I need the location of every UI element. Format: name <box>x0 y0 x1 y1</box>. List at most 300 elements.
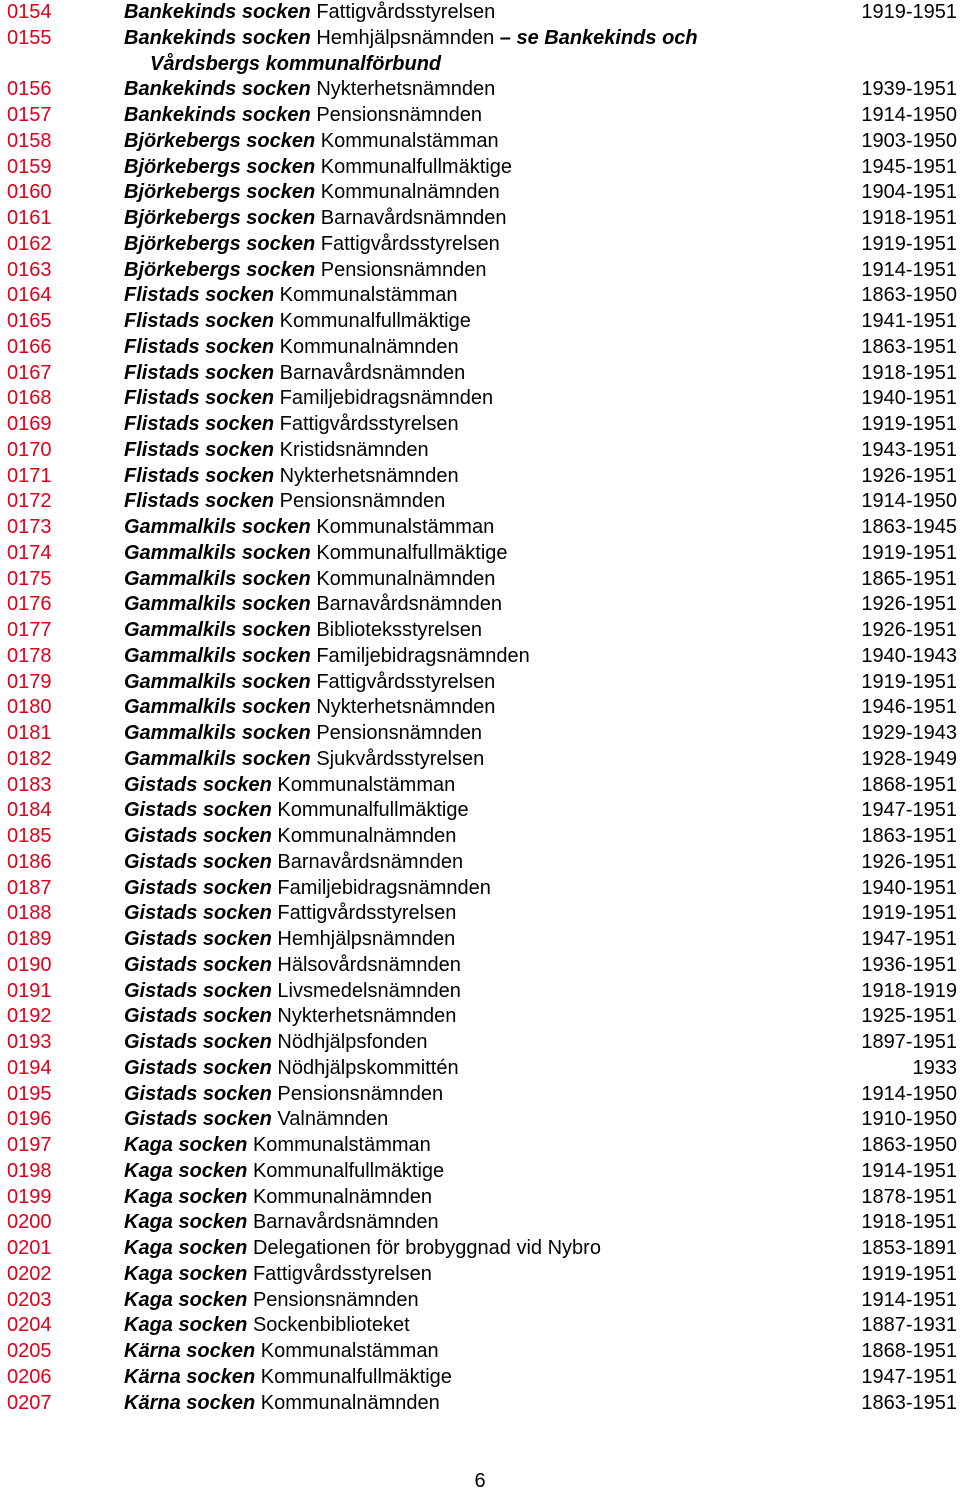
entry-number: 0182 <box>7 747 52 770</box>
entry-number: 0174 <box>7 541 52 564</box>
entry-number: 0197 <box>7 1134 52 1156</box>
entry-parish <box>124 1133 431 1159</box>
entry-number: 0195 <box>7 1082 52 1105</box>
entry-number: 0164 <box>7 284 52 307</box>
entry-parish <box>124 438 429 464</box>
entry-body: Kommunalnämnden <box>277 825 457 847</box>
entry-years: 1914-1951 <box>861 258 957 281</box>
entry-parish <box>124 386 493 412</box>
entry-years: 1919-1951 <box>861 413 957 435</box>
parish-name: Bankekinds socken <box>124 26 311 49</box>
entry-body: Fattigvårdsstyrelsen <box>320 232 500 255</box>
list-item <box>0 1056 960 1082</box>
parish-name: Gistads socken <box>124 1005 272 1028</box>
entry-years: 1928-1949 <box>861 747 957 770</box>
entry-body: Fattigvårdsstyrelsen <box>252 1262 432 1285</box>
parish-name: Gammalkils socken <box>124 593 311 616</box>
entry-parish <box>124 1262 432 1288</box>
parish-name: Gammalkils socken <box>124 541 311 564</box>
list-item <box>0 1210 960 1236</box>
list-item <box>0 232 960 258</box>
parish-name: Flistads socken <box>124 310 275 332</box>
list-item <box>0 129 960 155</box>
entry-parish <box>124 1082 443 1108</box>
entry-body: Kommunalstämman <box>260 1340 439 1362</box>
entry-parish <box>124 1004 456 1030</box>
entry-years: 1926-1951 <box>861 464 957 487</box>
list-item <box>0 747 960 773</box>
entry-number: 0184 <box>7 799 52 822</box>
cross-reference-continuation: Vårdsbergs kommunalförbund <box>150 52 442 75</box>
entry-years: 1940-1951 <box>861 876 957 899</box>
parish-name: Gammalkils socken <box>124 619 311 641</box>
entry-parish <box>124 1236 601 1262</box>
entry-number: 0189 <box>7 928 52 950</box>
parish-name: Gistads socken <box>124 1108 272 1131</box>
parish-name: Gistads socken <box>124 799 272 822</box>
parish-name: Björkebergs socken <box>124 155 316 178</box>
entry-years: 1863-1950 <box>861 284 957 307</box>
entry-number: 0205 <box>7 1340 52 1362</box>
parish-name: Flistads socken <box>124 438 275 461</box>
entry-years: 1914-1950 <box>861 104 957 126</box>
entry-years: 1947-1951 <box>861 928 957 950</box>
list-item <box>0 1133 960 1159</box>
list-item <box>0 798 960 824</box>
list-item <box>0 155 960 181</box>
entry-parish <box>124 953 461 979</box>
entry-years: 1914-1950 <box>861 490 957 513</box>
entry-body: Hemhjälpsnämnden <box>277 928 456 950</box>
list-item <box>0 335 960 361</box>
parish-name: Kaga socken <box>124 1314 248 1337</box>
entry-parish <box>124 1056 459 1082</box>
parish-name: Gammalkils socken <box>124 696 311 719</box>
entry-parish <box>124 1391 440 1417</box>
entry-parish <box>124 1210 439 1236</box>
parish-name: Gammalkils socken <box>124 567 311 590</box>
entry-number: 0168 <box>7 387 52 410</box>
entry-body: Kommunalstämman <box>316 516 495 538</box>
entry-parish <box>124 747 484 773</box>
entry-body: Barnavårdsnämnden <box>316 593 503 616</box>
list-item <box>0 927 960 953</box>
entry-number: 0203 <box>7 1288 52 1311</box>
entry-body: Kommunalnämnden <box>316 567 496 590</box>
entry-years: 1941-1951 <box>861 310 957 332</box>
entry-parish <box>124 258 486 284</box>
list-item <box>0 361 960 387</box>
parish-name: Gammalkils socken <box>124 644 311 667</box>
entry-body: Familjebidragsnämnden <box>316 644 530 667</box>
list-item <box>0 670 960 696</box>
list-item <box>0 1030 960 1056</box>
parish-name: Gistads socken <box>124 773 272 796</box>
entry-parish <box>124 567 495 593</box>
entry-parish <box>124 129 499 155</box>
entry-number: 0188 <box>7 902 52 925</box>
entry-years: 1863-1951 <box>861 825 957 847</box>
entry-years: 1863-1945 <box>861 516 957 538</box>
parish-name: Bankekinds socken <box>124 1 311 23</box>
entry-years: 1919-1951 <box>861 1262 957 1285</box>
entry-body: Nykterhetsnämnden <box>279 464 459 487</box>
entry-years: 1919-1951 <box>861 670 957 693</box>
entry-number: 0166 <box>7 335 52 358</box>
parish-name: Gammalkils socken <box>124 670 311 693</box>
entry-body: Kommunalnämnden <box>252 1185 432 1208</box>
entry-parish <box>124 412 459 438</box>
entry-number: 0171 <box>7 464 52 487</box>
entry-body: Kommunalfullmäktige <box>316 541 508 564</box>
entry-parish <box>124 1185 432 1211</box>
entry-number: 0177 <box>7 619 52 641</box>
entry-years: 1939-1951 <box>861 78 957 101</box>
entry-parish <box>124 103 482 129</box>
entry-number: 0206 <box>7 1365 52 1388</box>
parish-name: Kaga socken <box>124 1211 248 1234</box>
entry-years: 1940-1951 <box>861 387 957 410</box>
list-item <box>0 876 960 902</box>
entry-number: 0173 <box>7 516 52 538</box>
entry-body: Nödhjälpsfonden <box>277 1031 428 1053</box>
entry-body: Nykterhetsnämnden <box>316 696 496 719</box>
entry-years: 1943-1951 <box>861 438 957 461</box>
entry-years: 1918-1951 <box>861 361 957 384</box>
parish-name: Gistads socken <box>124 1056 272 1079</box>
entry-number: 0191 <box>7 979 52 1002</box>
entry-number: 0185 <box>7 825 52 847</box>
entry-body: Valnämnden <box>277 1108 389 1131</box>
parish-name: Kärna socken <box>124 1391 256 1414</box>
entry-years: 1947-1951 <box>861 799 957 822</box>
entry-parish <box>124 206 506 232</box>
entry-parish <box>124 155 512 181</box>
entry-years: 1925-1951 <box>861 1005 957 1028</box>
parish-name: Gistads socken <box>124 953 272 976</box>
entry-years: 1918-1951 <box>861 1211 957 1234</box>
entry-years: 1853-1891 <box>861 1237 957 1259</box>
parish-name: Björkebergs socken <box>124 232 316 255</box>
parish-name: Gistads socken <box>124 876 272 899</box>
entry-parish <box>124 1313 410 1339</box>
entry-body: Livsmedelsnämnden <box>277 979 461 1002</box>
entry-years: 1897-1951 <box>861 1031 957 1053</box>
parish-name: Kaga socken <box>124 1288 248 1311</box>
entry-parish <box>124 927 455 953</box>
entry-years: 1940-1943 <box>861 644 957 667</box>
entry-years: 1929-1943 <box>861 722 957 744</box>
entry-number: 0190 <box>7 953 52 976</box>
parish-name: Björkebergs socken <box>124 129 316 152</box>
entry-number: 0192 <box>7 1005 52 1028</box>
entry-body: Kommunalfullmäktige <box>252 1159 445 1182</box>
entry-parish <box>124 1365 452 1391</box>
entry-number: 0176 <box>7 593 52 616</box>
entry-body: Kommunalstämman <box>279 284 458 307</box>
parish-name: Flistads socken <box>124 490 275 513</box>
entry-years: 1910-1950 <box>861 1108 957 1131</box>
entry-years: 1936-1951 <box>861 953 957 976</box>
entry-years: 1919-1951 <box>861 902 957 925</box>
entry-parish <box>124 232 500 258</box>
list-item <box>0 438 960 464</box>
entry-number: 0167 <box>7 361 52 384</box>
entry-parish <box>124 335 459 361</box>
entry-body: Nykterhetsnämnden <box>277 1005 457 1028</box>
entry-parish <box>124 1030 428 1056</box>
entry-number: 0196 <box>7 1108 52 1131</box>
entry-number: 0202 <box>7 1262 52 1285</box>
entry-years: 1904-1951 <box>861 181 957 204</box>
list-item <box>0 979 960 1005</box>
entry-body: Kommunalstämman <box>277 773 456 796</box>
entry-body: Familjebidragsnämnden <box>277 876 491 899</box>
entry-parish <box>124 541 508 567</box>
entry-number: 0161 <box>7 207 52 229</box>
entry-number: 0159 <box>7 155 52 178</box>
entry-years: 1919-1951 <box>861 232 957 255</box>
list-item <box>0 850 960 876</box>
entry-body: Pensionsnämnden <box>316 722 483 744</box>
entry-body: Fattigvårdsstyrelsen <box>316 1 496 23</box>
entry-parish <box>124 901 456 927</box>
entry-years: 1945-1951 <box>861 155 957 178</box>
entry-number: 0175 <box>7 567 52 590</box>
parish-name: Bankekinds socken <box>124 104 311 126</box>
entry-body: Kommunalstämman <box>320 129 499 152</box>
parish-name: Gistads socken <box>124 1082 272 1105</box>
entry-parish <box>124 77 495 103</box>
entry-body: Delegationen för brobyggnad vid Nybro <box>252 1237 601 1259</box>
list-item <box>0 721 960 747</box>
entry-parish <box>124 721 482 747</box>
entry-parish <box>124 850 463 876</box>
entry-body: Barnavårdsnämnden <box>277 850 464 873</box>
parish-name: Kaga socken <box>124 1134 248 1156</box>
parish-name: Gistads socken <box>124 979 272 1002</box>
entry-number: 0158 <box>7 129 52 152</box>
entry-number: 0170 <box>7 438 52 461</box>
entry-body: Fattigvårdsstyrelsen <box>277 902 457 925</box>
entry-number: 0155 <box>7 26 52 49</box>
entry-number: 0198 <box>7 1159 52 1182</box>
list-item <box>0 824 960 850</box>
list-item <box>0 541 960 567</box>
entry-parish <box>124 180 500 206</box>
entry-body: Biblioteksstyrelsen <box>316 619 482 641</box>
entry-parish <box>124 26 824 78</box>
entry-years: 1914-1951 <box>861 1288 957 1311</box>
parish-name: Gistads socken <box>124 825 272 847</box>
entry-years: 1918-1919 <box>861 979 957 1002</box>
entry-parish <box>124 1107 388 1133</box>
entry-parish <box>124 798 469 824</box>
entry-body: Pensionsnämnden <box>279 490 446 513</box>
entry-body: Kommunalfullmäktige <box>320 155 512 178</box>
entry-number: 0200 <box>7 1211 52 1234</box>
list-item <box>0 1185 960 1211</box>
entry-number: 0160 <box>7 181 52 204</box>
entry-parish <box>124 1288 419 1314</box>
entry-parish <box>124 489 445 515</box>
entry-years: 1914-1951 <box>861 1159 957 1182</box>
entry-number: 0201 <box>7 1237 52 1259</box>
parish-name: Björkebergs socken <box>124 181 316 204</box>
parish-name: Gammalkils socken <box>124 722 311 744</box>
entry-number: 0194 <box>7 1056 52 1079</box>
entry-years: 1887-1931 <box>861 1314 957 1337</box>
entry-body: Barnavårdsnämnden <box>279 361 466 384</box>
parish-name: Gistads socken <box>124 902 272 925</box>
entry-years: 1868-1951 <box>861 1340 957 1362</box>
list-item <box>0 103 960 129</box>
entry-years: 1878-1951 <box>861 1185 957 1208</box>
entry-years: 1914-1950 <box>861 1082 957 1105</box>
list-item <box>0 1159 960 1185</box>
entry-number: 0162 <box>7 232 52 255</box>
list-item <box>0 1082 960 1108</box>
parish-name: Kärna socken <box>124 1340 256 1362</box>
entry-body: Pensionsnämnden <box>320 258 487 281</box>
entry-number: 0178 <box>7 644 52 667</box>
cross-reference-note: – se Bankekinds och <box>499 26 698 49</box>
list-item <box>0 1236 960 1262</box>
parish-name: Kaga socken <box>124 1159 248 1182</box>
entry-body: Barnavårdsnämnden <box>320 207 507 229</box>
list-item <box>0 206 960 232</box>
entry-body: Sockenbiblioteket <box>252 1314 410 1337</box>
entry-number: 0179 <box>7 670 52 693</box>
parish-name: Flistads socken <box>124 464 275 487</box>
entry-years: 1863-1951 <box>861 335 957 358</box>
list-item <box>0 283 960 309</box>
entry-years: 1863-1951 <box>861 1391 957 1414</box>
parish-name: Kaga socken <box>124 1185 248 1208</box>
entry-number: 0156 <box>7 78 52 101</box>
entry-number: 0207 <box>7 1391 52 1414</box>
page-number: 6 <box>474 1470 486 1492</box>
entry-body: Kommunalnämnden <box>279 335 459 358</box>
parish-name: Gistads socken <box>124 928 272 950</box>
entry-years: 1863-1950 <box>861 1134 957 1156</box>
entry-body: Pensionsnämnden <box>252 1288 419 1311</box>
entry-parish <box>124 1159 444 1185</box>
parish-name: Gammalkils socken <box>124 516 311 538</box>
list-item <box>0 26 960 78</box>
entry-number: 0180 <box>7 696 52 719</box>
list-item <box>0 515 960 541</box>
entry-body: Kristidsnämnden <box>279 438 429 461</box>
entry-number: 0183 <box>7 773 52 796</box>
entry-years: 1868-1951 <box>861 773 957 796</box>
entry-body: Sjukvårdsstyrelsen <box>316 747 485 770</box>
entry-body: Kommunalfullmäktige <box>279 310 471 332</box>
entry-number: 0154 <box>7 1 52 23</box>
entry-years: 1903-1950 <box>861 129 957 152</box>
parish-name: Flistads socken <box>124 284 275 307</box>
entry-years: 1926-1951 <box>861 619 957 641</box>
list-item <box>0 1365 960 1391</box>
entry-years: 1947-1951 <box>861 1365 957 1388</box>
list-item <box>0 1288 960 1314</box>
parish-name: Flistads socken <box>124 335 275 358</box>
entry-number: 0165 <box>7 310 52 332</box>
list-item <box>0 0 960 26</box>
list-item <box>0 489 960 515</box>
entry-years: 1933 <box>912 1056 957 1079</box>
parish-name: Björkebergs socken <box>124 258 316 281</box>
list-item <box>0 618 960 644</box>
parish-name: Flistads socken <box>124 361 275 384</box>
entry-years: 1926-1951 <box>861 593 957 616</box>
entry-body: Nykterhetsnämnden <box>316 78 496 101</box>
entry-body: Kommunalnämnden <box>320 181 500 204</box>
list-item <box>0 1391 960 1417</box>
parish-name: Kaga socken <box>124 1262 248 1285</box>
entry-number: 0199 <box>7 1185 52 1208</box>
entry-body: Kommunalstämman <box>252 1134 431 1156</box>
entry-number: 0172 <box>7 490 52 513</box>
entry-parish <box>124 515 494 541</box>
entry-parish <box>124 979 461 1005</box>
entry-body: Fattigvårdsstyrelsen <box>279 413 459 435</box>
parish-name: Kaga socken <box>124 1237 248 1259</box>
list-item <box>0 1339 960 1365</box>
entry-parish <box>124 695 495 721</box>
entry-years: 1926-1951 <box>861 850 957 873</box>
entry-years: 1919-1951 <box>861 1 957 23</box>
parish-name: Gistads socken <box>124 850 272 873</box>
list-item <box>0 1004 960 1030</box>
entry-parish <box>124 824 456 850</box>
list-item <box>0 567 960 593</box>
entry-parish <box>124 592 502 618</box>
list-item <box>0 309 960 335</box>
list-item <box>0 464 960 490</box>
entry-body: Hälsovårdsnämnden <box>277 953 461 976</box>
parish-name: Björkebergs socken <box>124 207 316 229</box>
entry-number: 0169 <box>7 413 52 435</box>
entry-parish <box>124 618 482 644</box>
list-item <box>0 1262 960 1288</box>
entry-body: Nödhjälpskommittén <box>277 1056 459 1079</box>
list-item <box>0 258 960 284</box>
entry-number: 0163 <box>7 258 52 281</box>
list-item <box>0 773 960 799</box>
entry-years: 1865-1951 <box>861 567 957 590</box>
entry-body: Familjebidragsnämnden <box>279 387 494 410</box>
entry-parish <box>124 876 491 902</box>
entry-number: 0186 <box>7 850 52 873</box>
entry-body: Barnavårdsnämnden <box>252 1211 439 1234</box>
list-item <box>0 1313 960 1339</box>
entry-body: Fattigvårdsstyrelsen <box>316 670 496 693</box>
entry-parish <box>124 361 465 387</box>
parish-name: Bankekinds socken <box>124 78 311 101</box>
entry-years: 1919-1951 <box>861 541 957 564</box>
list-item <box>0 1107 960 1133</box>
entry-parish <box>124 1339 439 1365</box>
entry-body: Kommunalfullmäktige <box>277 799 469 822</box>
entry-parish <box>124 0 495 26</box>
entry-parish <box>124 283 457 309</box>
parish-name: Gistads socken <box>124 1031 272 1053</box>
list-item <box>0 953 960 979</box>
entry-body: Kommunalnämnden <box>260 1391 440 1414</box>
entry-number: 0157 <box>7 104 52 126</box>
entry-parish <box>124 644 530 670</box>
